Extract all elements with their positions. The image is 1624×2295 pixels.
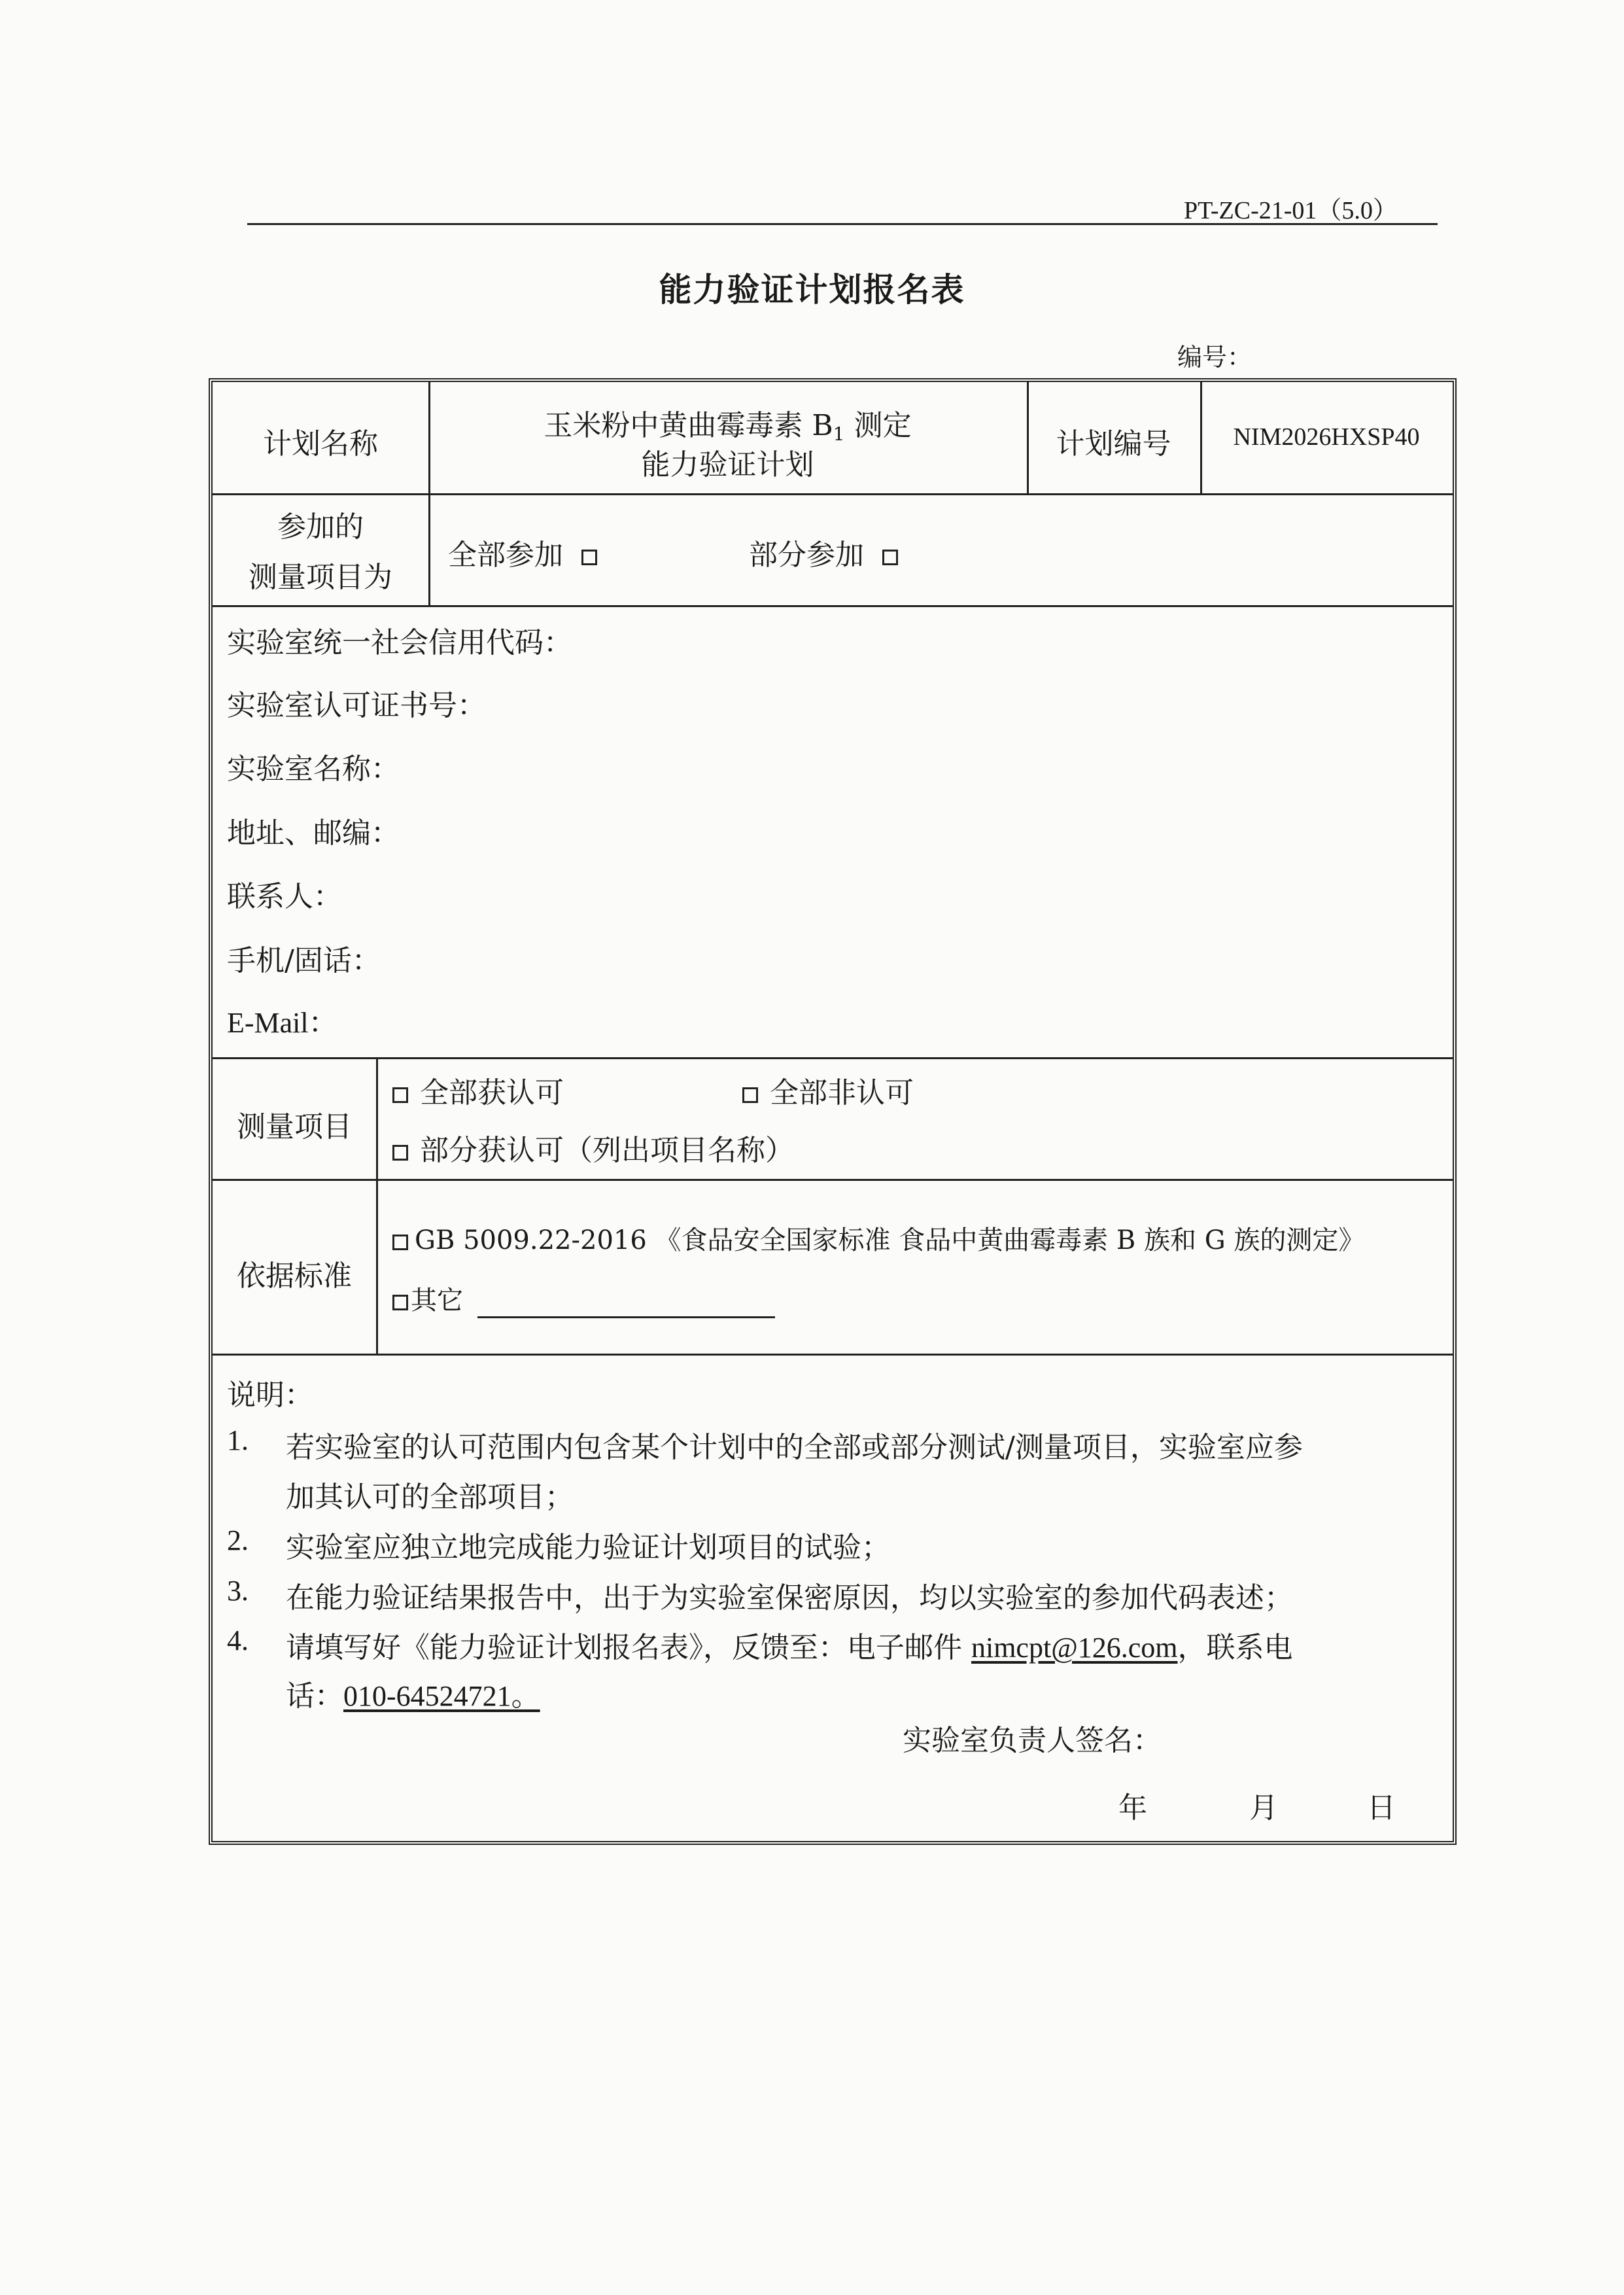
email-field[interactable]: E-Mail： xyxy=(227,1007,337,1039)
plan-number-label: 计划编号 xyxy=(1056,427,1171,461)
all-not-accredited-label: 全部非认可 xyxy=(770,1076,914,1110)
note-4-line2-prefix: 话： xyxy=(286,1679,343,1713)
all-not-accredited-checkbox[interactable] xyxy=(742,1087,758,1103)
other-standard-label: 其它 xyxy=(411,1286,463,1316)
other-standard-option[interactable] xyxy=(392,1280,463,1317)
contact-email-link[interactable]: nimcpt@126.com xyxy=(971,1632,1178,1664)
plan-name-line1 xyxy=(428,402,1027,445)
note-4-number: 4. xyxy=(227,1624,249,1656)
all-accredited-option[interactable] xyxy=(392,1069,564,1111)
all-not-accredited-option[interactable] xyxy=(742,1069,914,1111)
all-accredited-checkbox[interactable] xyxy=(392,1087,408,1103)
participate-partial-checkbox[interactable] xyxy=(882,550,898,565)
row-divider xyxy=(213,605,1453,607)
note-4-prefix: 请填写好《能力验证计划报名表》，反馈至：电子邮件 xyxy=(286,1631,971,1664)
credit-code-field[interactable]: 实验室统一社会信用代码： xyxy=(227,626,572,659)
measurement-label: 测量项目 xyxy=(237,1110,352,1144)
plan-name-line2: 能力验证计划 xyxy=(641,448,814,482)
plan-name-label: 计划名称 xyxy=(263,427,378,461)
note-1-line2: 加其认可的全部项目； xyxy=(286,1480,574,1514)
phone-field[interactable]: 手机/固话： xyxy=(227,944,381,977)
note-2-line1: 实验室应独立地完成能力验证计划项目的试验； xyxy=(286,1531,890,1564)
plan-name-text: 玉米粉中黄曲霉毒素 B xyxy=(544,409,833,442)
contact-person-field[interactable]: 联系人： xyxy=(227,880,342,913)
registration-form-table xyxy=(209,378,1457,1845)
notes-heading: 说明： xyxy=(227,1378,313,1412)
address-postcode-field[interactable]: 地址、邮编： xyxy=(227,816,400,850)
accreditation-number-field[interactable]: 实验室认可证书号： xyxy=(227,689,486,722)
lab-name-field[interactable]: 实验室名称： xyxy=(227,752,400,786)
contact-phone: 010-64524721。 xyxy=(343,1680,540,1712)
note-4-line1 xyxy=(286,1624,1292,1666)
partial-accredited-option[interactable] xyxy=(392,1127,794,1168)
plan-name-tail: 测定 xyxy=(844,409,912,442)
other-standard-checkbox[interactable] xyxy=(392,1295,408,1310)
note-4-line2 xyxy=(286,1672,540,1714)
gb-standard-checkbox[interactable] xyxy=(392,1235,408,1250)
note-3-line1: 在能力验证结果报告中，出于为实验室保密原因，均以实验室的参加代码表述； xyxy=(286,1581,1293,1615)
date-day-label: 日 xyxy=(1367,1791,1396,1825)
note-1-line1: 若实验室的认可范围内包含某个计划中的全部或部分测试/测量项目，实验室应参 xyxy=(286,1431,1303,1464)
participate-all-label: 全部参加 xyxy=(448,538,563,572)
participate-all-checkbox[interactable] xyxy=(581,550,597,565)
row-divider xyxy=(213,1354,1453,1356)
serial-number-label: 编号： xyxy=(1177,343,1253,372)
gb-standard-label: GB 5009.22-2016 《食品安全国家标准 食品中黄曲霉毒素 B 族和 G 族的测定》 xyxy=(415,1225,1365,1255)
plan-number-value: NIM2026HXSP40 xyxy=(1233,423,1420,451)
note-3-number: 3. xyxy=(227,1575,249,1607)
date-year-label: 年 xyxy=(1118,1791,1147,1825)
gb-standard-option[interactable] xyxy=(392,1219,1364,1257)
signature-label[interactable]: 实验室负责人签名： xyxy=(903,1724,1162,1757)
participate-partial-option[interactable] xyxy=(749,531,898,573)
document-code: PT-ZC-21-01（5.0） xyxy=(1184,197,1398,224)
all-accredited-label: 全部获认可 xyxy=(420,1076,564,1110)
participate-all-option[interactable] xyxy=(448,531,597,573)
partial-accredited-checkbox[interactable] xyxy=(392,1145,408,1161)
row-divider xyxy=(213,1057,1453,1059)
date-month-label: 月 xyxy=(1249,1791,1278,1825)
plan-name-subscript: 1 xyxy=(833,423,845,445)
header-rule xyxy=(247,223,1438,225)
note-1-number: 1. xyxy=(227,1424,249,1456)
partial-accredited-label: 部分获认可（列出项目名称） xyxy=(420,1134,794,1167)
form-title: 能力验证计划报名表 xyxy=(659,270,965,309)
col-divider xyxy=(376,1057,378,1354)
note-4-suffix: ，联系电 xyxy=(1177,1631,1293,1664)
row-divider xyxy=(213,1179,1453,1181)
other-standard-input-line[interactable] xyxy=(477,1316,775,1318)
participate-partial-label: 部分参加 xyxy=(749,538,864,572)
participation-label-line1: 参加的 xyxy=(277,510,364,544)
row-divider xyxy=(213,493,1453,495)
participation-label-line2: 测量项目为 xyxy=(249,561,392,594)
note-2-number: 2. xyxy=(227,1524,249,1556)
standard-label: 依据标准 xyxy=(237,1259,352,1293)
